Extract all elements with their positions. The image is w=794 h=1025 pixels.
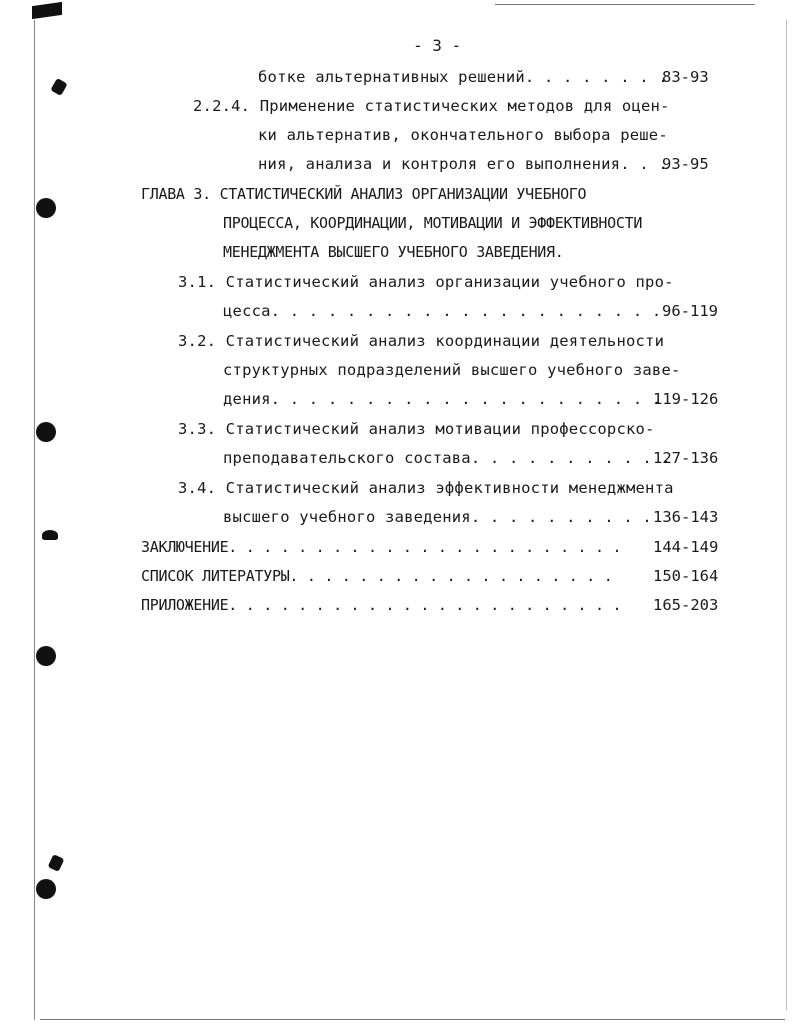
binder-mark [50,78,67,96]
toc-page-range: 127-136 [653,449,719,467]
corner-mark [32,2,62,19]
toc-page-range: 96-119 [662,302,718,320]
toc-line: ЗАКЛЮЧЕНИЕ. . . . . . . . . . . . . . . . . . . . . . . [141,538,622,556]
page-number: - 3 - [413,36,462,55]
bottom-edge-line [40,1019,785,1020]
right-edge-line [786,20,787,1010]
chapter-heading: ПРОЦЕССА, КООРДИНАЦИИ, МОТИВАЦИИ И ЭФФЕКТИВНОСТИ [223,214,643,232]
toc-line: ки альтернатив, окончательного выбора реше- [258,126,668,144]
chapter-heading: МЕНЕДЖМЕНТА ВЫСШЕГО УЧЕБНОГО ЗАВЕДЕНИЯ. [223,243,564,261]
toc-line: ния, анализа и контроля его выполнения. . . [258,155,668,173]
toc-line: преподавательского состава. . . . . . . . . . . [223,449,671,467]
binder-mark [48,854,65,872]
toc-page-range: 136-143 [653,508,719,526]
binder-mark [42,530,58,540]
toc-line: 3.4. Статистический анализ эффективности менеджмента [178,479,674,497]
toc-line: ботке альтернативных решений. . . . . . . . [258,68,668,86]
toc-line: СПИСОК ЛИТЕРАТУРЫ. . . . . . . . . . . . . . . . . . . [141,567,613,585]
binder-hole [36,646,56,666]
binder-hole [36,879,56,899]
top-edge-line [495,4,755,5]
toc-line: 3.2. Статистический анализ координации деятельности [178,332,665,350]
toc-page-range: 150-164 [653,567,719,585]
toc-page-range: 93-95 [662,155,709,173]
toc-page-range: 119-126 [653,390,719,408]
toc-line: ПРИЛОЖЕНИЕ. . . . . . . . . . . . . . . . . . . . . . . [141,596,622,614]
chapter-heading: ГЛАВА 3. СТАТИСТИЧЕСКИЙ АНАЛИЗ ОРГАНИЗАЦИИ УЧЕБНОГО [141,185,587,203]
toc-line: 3.3. Статистический анализ мотивации профессорско- [178,420,655,438]
binder-hole [36,198,56,218]
toc-line: цесса. . . . . . . . . . . . . . . . . . . . . [223,302,662,320]
toc-line: 3.1. Статистический анализ организации учебного про- [178,273,674,291]
binder-hole [36,422,56,442]
toc-line: высшего учебного заведения. . . . . . . . . . [223,508,652,526]
toc-page-range: 165-203 [653,596,719,614]
toc-line: структурных подразделений высшего учебного заве- [223,361,681,379]
toc-page-range: 144-149 [653,538,719,556]
left-edge-line [34,20,35,1020]
toc-page-range: 83-93 [662,68,709,86]
toc-line: дения. . . . . . . . . . . . . . . . . . . . . [223,390,662,408]
toc-line: 2.2.4. Применение статистических методов для оцен- [193,97,670,115]
